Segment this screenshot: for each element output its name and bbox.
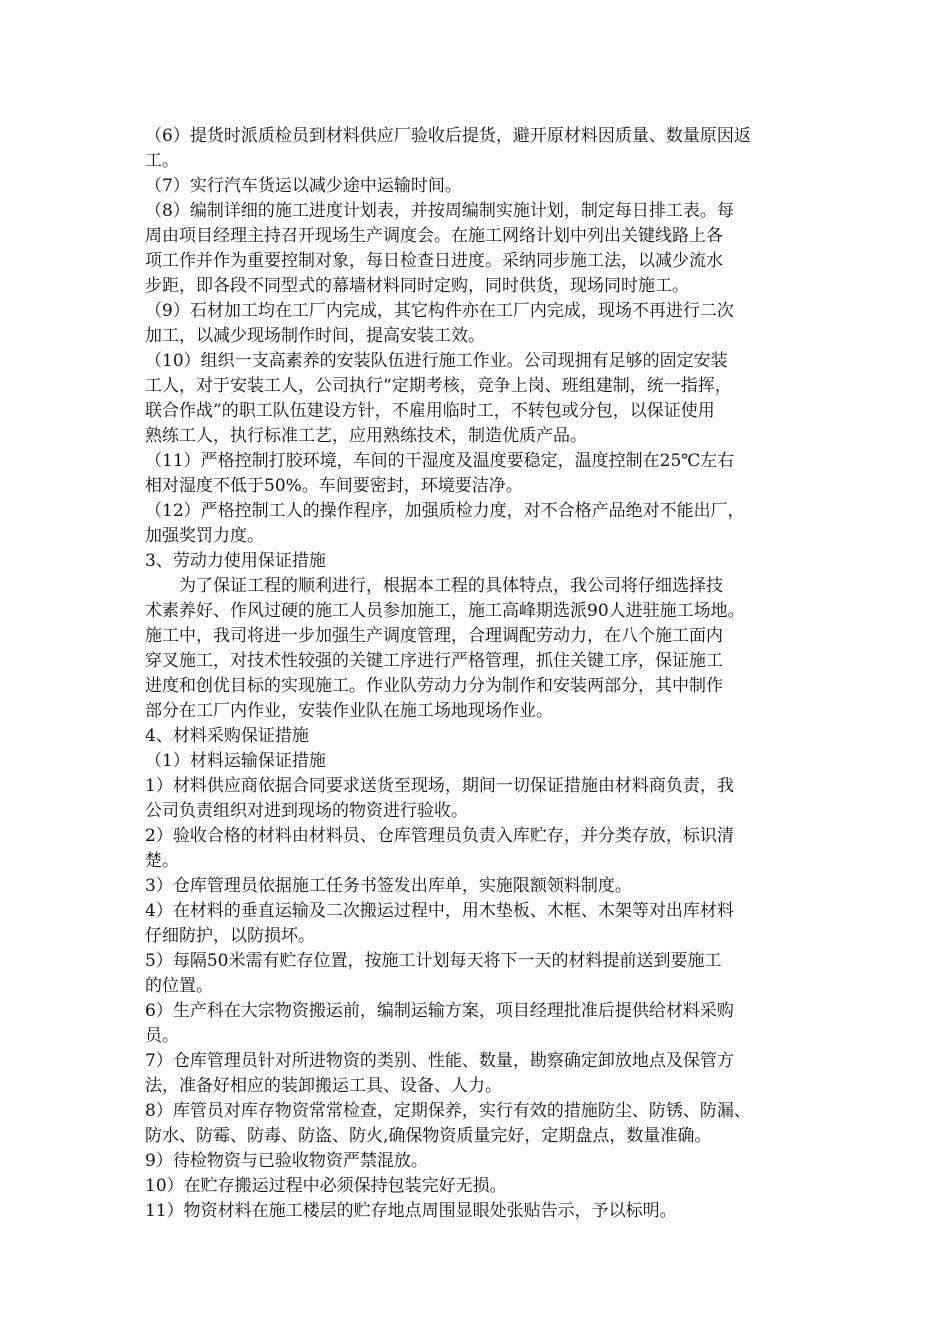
paragraph-line: 法，准备好相应的装卸搬运工具、设备、人力。 <box>145 1076 502 1096</box>
paragraph-line: 7）仓库管理员针对所进物资的类别、性能、数量，勘察确定卸放地点及保管方 <box>145 1051 734 1071</box>
paragraph-line: 防水、防霉、防毒、防盗、防火,确保物资质量完好，定期盘点，数量准确。 <box>145 1126 712 1146</box>
paragraph-line: （6）提货时派质检员到材料供应厂验收后提货，避开原材料因质量、数量原因返 <box>145 126 751 146</box>
paragraph-line: 施工中，我司将进一步加强生产调度管理，合理调配劳动力，在八个施工面内 <box>145 626 723 646</box>
paragraph-line: 的位置。 <box>145 976 213 996</box>
paragraph-line: 周由项目经理主持召开现场生产调度会。在施工网络计划中列出关键线路上各 <box>145 226 723 246</box>
paragraph-line: 员。 <box>145 1026 179 1046</box>
paragraph-line: （8）编制详细的施工进度计划表，并按周编制实施计划，制定每日排工表。每 <box>145 201 734 221</box>
paragraph-line: 加强奖罚力度。 <box>145 526 264 546</box>
paragraph-line: 项工作并作为重要控制对象，每日检查日进度。采纳同步施工法，以减少流水 <box>145 251 723 271</box>
paragraph-line: 进度和创优目标的实现施工。作业队劳动力分为制作和安装两部分，其中制作 <box>145 676 723 696</box>
paragraph-line: （9）石材加工均在工厂内完成，其它构件亦在工厂内完成，现场不再进行二次 <box>145 301 734 321</box>
paragraph-line: 2）验收合格的材料由材料员、仓库管理员负责入库贮存，并分类存放，标识清 <box>145 826 734 846</box>
paragraph-line: 工人，对于安装工人，公司执行“定期考核，竞争上岗、班组建制，统一指挥， <box>145 376 732 396</box>
paragraph-line: 步距，即各段不同型式的幕墙材料同时定购，同时供货，现场同时施工。 <box>145 276 689 296</box>
paragraph-line: 4）在材料的垂直运输及二次搬运过程中，用木垫板、木框、木架等对出库材料 <box>145 901 734 921</box>
paragraph-line: 穿叉施工，对技术性较强的关键工序进行严格管理，抓住关键工序，保证施工 <box>145 651 723 671</box>
paragraph-line: 1）材料供应商依据合同要求送货至现场，期间一切保证措施由材料商负责，我 <box>145 776 734 796</box>
paragraph-line: 联合作战”的职工队伍建设方针，不雇用临时工，不转包或分包，以保证使用 <box>145 401 715 421</box>
paragraph-line: 仔细防护，以防损坏。 <box>145 926 315 946</box>
paragraph-line: （10）组织一支高素养的安装队伍进行施工作业。公司现拥有足够的固定安装 <box>145 351 728 371</box>
paragraph-line: （12）严格控制工人的操作程序，加强质检力度，对不合格产品绝对不能出厂， <box>145 501 745 521</box>
paragraph-line: 5）每隔50米需有贮存位置，按施工计划每天将下一天的材料提前送到要施工 <box>145 951 722 971</box>
paragraph-line: 3）仓库管理员依据施工任务书签发出库单，实施限额领料制度。 <box>145 876 632 896</box>
paragraph-line: （11）严格控制打胶环境，车间的干湿度及温度要稳定，温度控制在25℃左右 <box>145 451 735 471</box>
paragraph-line: 楚。 <box>145 851 179 871</box>
paragraph-line: 熟练工人，执行标准工艺，应用熟练技术，制造优质产品。 <box>145 426 587 446</box>
subsection-heading: （1）材料运输保证措施 <box>145 751 326 771</box>
paragraph-line: 公司负责组织对进到现场的物资进行验收。 <box>145 801 468 821</box>
paragraph-line: 部分在工厂内作业，安装作业队在施工场地现场作业。 <box>145 701 553 721</box>
section-heading: 4、材料采购保证措施 <box>145 726 309 746</box>
paragraph-line: 相对湿度不低于50%。车间要密封，环境要洁净。 <box>145 476 523 496</box>
paragraph-line: 为了保证工程的顺利进行，根据本工程的具体特点，我公司将仔细选择技 <box>179 576 723 596</box>
paragraph-line: 工。 <box>145 151 179 171</box>
document-page <box>145 124 815 1224</box>
paragraph-line: 10）在贮存搬运过程中必须保持包装完好无损。 <box>145 1176 507 1196</box>
paragraph-line: （7）实行汽车货运以减少途中运输时间。 <box>145 176 462 196</box>
paragraph-line: 9）待检物资与已验收物资严禁混放。 <box>145 1151 428 1171</box>
section-heading: 3、劳动力使用保证措施 <box>145 551 326 571</box>
paragraph-line: 术素养好、作风过硬的施工人员参加施工，施工高峰期选派90人进驻施工场地。 <box>145 601 745 621</box>
paragraph-line: 11）物资材料在施工楼层的贮存地点周围显眼处张贴告示，予以标明。 <box>145 1201 677 1221</box>
paragraph-line: 6）生产科在大宗物资搬运前，编制运输方案，项目经理批准后提供给材料采购 <box>145 1001 734 1021</box>
paragraph-line: 加工，以减少现场制作时间，提高安装工效。 <box>145 326 485 346</box>
paragraph-line: 8）库管员对库存物资常常检查，定期保养，实行有效的措施防尘、防锈、防漏、 <box>145 1101 751 1121</box>
